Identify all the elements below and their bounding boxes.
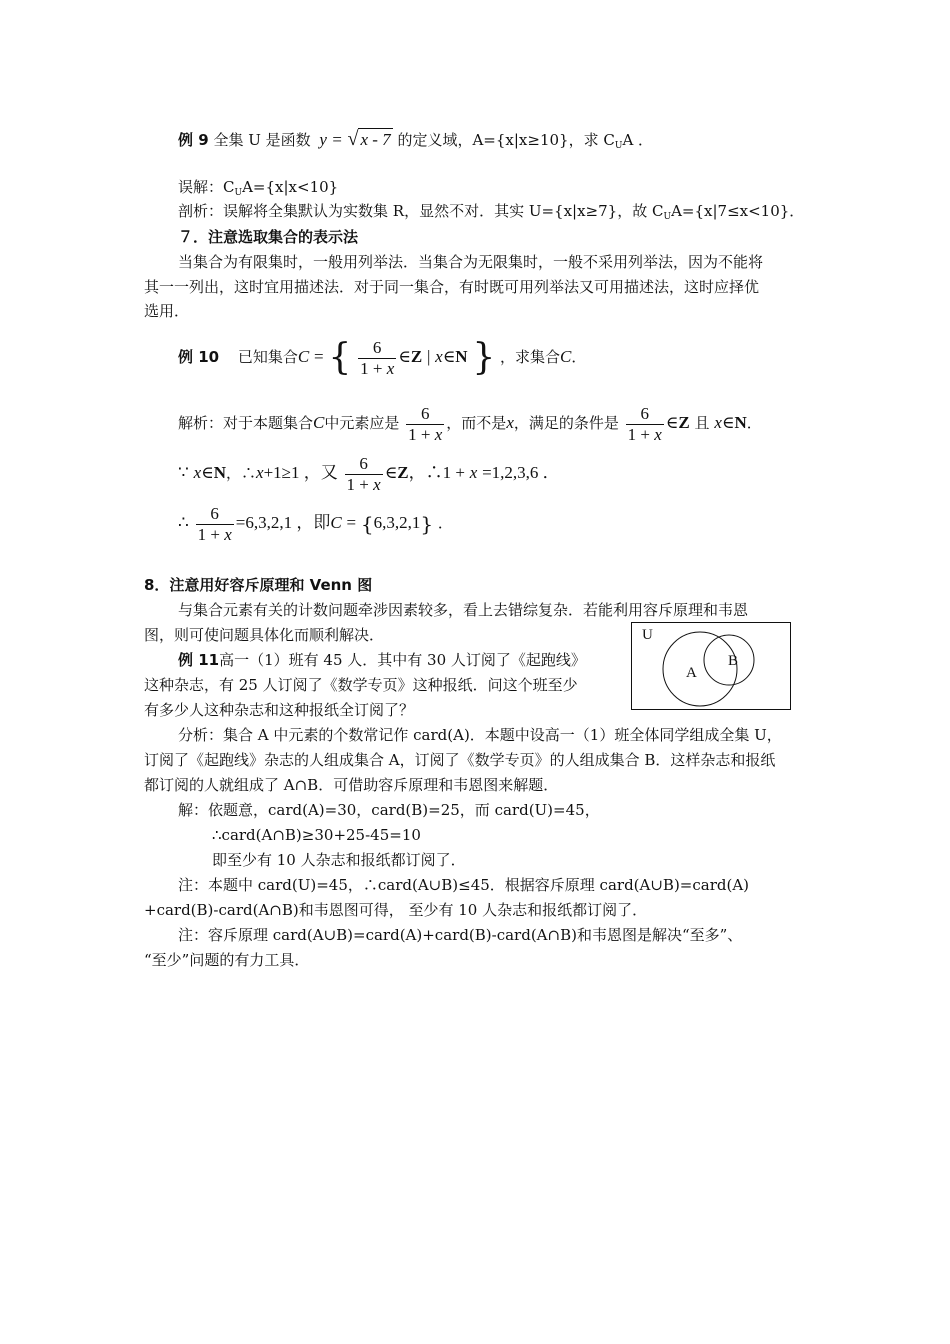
- venn-diagram: [631, 622, 791, 710]
- analysis-9-line: [178, 200, 804, 228]
- section-7-para-line-2: 其一一列出，这时宜用描述法．对于同一集合，有时既可用列举法又可用描述法，这时应择优: [144, 278, 760, 296]
- venn-svg: [632, 623, 790, 709]
- section-8-para-line-1: 与集合元素有关的计数问题牵涉因素较多，看上去错综复杂．若能利用容斥原理和韦恩: [178, 601, 749, 619]
- fraction-denominator-a: 1 +: [627, 424, 650, 444]
- note-1-line-2: +card(B)-card(A∩B)和韦恩图可得， 至少有 10 人杂志和报纸都订阅了．: [144, 901, 648, 919]
- solution-10-text-i: =1,2,3,6 ．: [482, 463, 560, 482]
- solution-10-text-b: 中元素应是: [324, 414, 400, 432]
- set-bar: |: [426, 347, 431, 366]
- analysis-9-sub: U: [663, 212, 672, 222]
- in-symbol: ∈: [721, 413, 735, 432]
- note-1-line-1: 注：本题中 card(U)=45，∴card(A∪B)≤45．根据容斥原理 card(A∪B)=card(A): [178, 876, 750, 894]
- section-7-para-line-3: 选用．: [144, 302, 190, 320]
- example-9-text-b: 的定义域，A={x|x≥10}，求 C: [397, 131, 615, 149]
- example-9-sub-u: U: [614, 141, 623, 151]
- fraction-denominator-x: x: [373, 474, 381, 494]
- fraction-denominator-x: x: [654, 424, 662, 444]
- example-10-var-c2: C: [560, 347, 572, 366]
- set-z: Z: [678, 413, 690, 432]
- fraction-denominator-x: x: [386, 358, 395, 378]
- solution-10-text-f: 且: [694, 414, 710, 432]
- solution-10-text-a: 解析：对于本题集合: [178, 414, 314, 432]
- set-n: N: [455, 347, 468, 366]
- set-z: Z: [397, 463, 409, 482]
- set-n: N: [213, 463, 227, 482]
- var-x: x: [256, 463, 264, 482]
- in-symbol: ∈: [665, 413, 679, 432]
- solution-11-line-2: ∴card(A∩B)≥30+25-45=10: [212, 826, 421, 844]
- example-10-period: ．: [571, 348, 587, 366]
- venn-label-u: U: [642, 627, 653, 643]
- analysis-9-text: 剖析：误解将全集默认为实数集 R，显然不对．其实 U={x|x≥7}，故 C: [178, 202, 664, 220]
- analysis-11-line-3: 都订阅的人就组成了 A∩B．可借助容斥原理和韦恩图来解题．: [144, 776, 559, 794]
- fraction-numerator: 6: [345, 454, 383, 475]
- example-11-line-2: 这种杂志，有 25 人订阅了《数学专页》这种报纸．问这个班至少: [144, 676, 578, 694]
- in-symbol: ∈: [384, 463, 398, 482]
- fraction-denominator-a: 1 +: [408, 424, 431, 444]
- solution-10-var-x: x: [506, 413, 514, 432]
- venn-label-b: B: [728, 653, 739, 669]
- example-10-label: 例 10: [178, 348, 220, 366]
- example-11-line-3: 有多少人这种杂志和这种报纸全订阅了？: [144, 701, 415, 719]
- solution-10-fraction-4: [196, 504, 234, 545]
- example-9-text-a: 全集 U 是函数: [213, 131, 311, 149]
- venn-circle-a: [663, 632, 737, 706]
- because-symbol: ∵: [178, 463, 189, 482]
- solution-10-text-c: ，而不是: [446, 414, 507, 432]
- solution-10-fraction-3: [345, 454, 383, 495]
- var-c: C: [330, 513, 342, 532]
- solution-10-line-2: [178, 450, 560, 496]
- in-symbol-z: ∈: [398, 347, 411, 366]
- fraction-denominator-a: 1 +: [360, 358, 383, 378]
- wrong-answer-sub: U: [234, 188, 243, 198]
- set-z: Z: [410, 347, 423, 366]
- right-brace: }: [420, 512, 434, 536]
- venn-label-a: A: [686, 665, 697, 681]
- note-2-line-1: 注：容斥原理 card(A∪B)=card(A)+card(B)-card(A∩B)和韦恩图是解决“至多”、: [178, 926, 743, 944]
- section-8-para-line-2: 图，则可使问题具体化而顺利解决．: [144, 626, 385, 644]
- example-9-label: 例 9: [178, 131, 209, 149]
- analysis-9-text2: A={x|7≤x<10}．: [671, 202, 805, 220]
- solution-10-text-e: +1≥1 ，又: [263, 463, 338, 482]
- example-11-text: 高一（1）班有 45 人．其中有 30 人订阅了《起跑线》: [219, 651, 586, 669]
- var-x: x: [193, 463, 202, 482]
- section-7-heading: ７．注意选取集合的表示法: [178, 228, 359, 246]
- analysis-11-line-1: 分析：集合 A 中元素的个数常记作 card(A)．本题中设高一（1）班全体同学组成全集 U，: [178, 726, 782, 744]
- example-10-fraction: [358, 338, 396, 379]
- fraction-numerator: 6: [626, 404, 664, 425]
- period: ．: [437, 514, 453, 532]
- solution-10-text-g: ，∴1 +: [408, 463, 465, 482]
- in-symbol-n: ∈: [442, 347, 456, 366]
- solution-11-line-1: 解：依题意，card(A)=30，card(B)=25，而 card(U)=45，: [178, 801, 600, 819]
- in-symbol: ∈: [201, 463, 214, 482]
- left-brace: {: [328, 337, 352, 378]
- example-11-line-1: [178, 649, 586, 671]
- example-10-line: [178, 332, 586, 382]
- example-9-line: 例 9 全集 U 是函数 y = √ x - 7 的定义域，A={x|x≥10}，求 $C_UA$ ．: [178, 128, 654, 151]
- example-9-eq-y: y =: [319, 130, 343, 149]
- fraction-denominator-a: 1 +: [197, 524, 220, 544]
- therefore-text: ，∴: [226, 464, 257, 482]
- example-9-sqrt: x - 7: [360, 130, 391, 149]
- analysis-11-line-2: 订阅了《起跑线》杂志的人组成集合 A，订阅了《数学专页》的人组成集合 B．这样杂志和报纸: [144, 751, 776, 769]
- solution-10-line-3: [178, 500, 453, 547]
- solution-10-var-c: C: [313, 413, 325, 432]
- period: ．: [746, 414, 762, 432]
- note-2-line-2: “至少”问题的有力工具．: [144, 951, 310, 969]
- var-x: x: [714, 413, 722, 432]
- left-brace: {: [360, 512, 374, 536]
- var-x: x: [435, 347, 443, 366]
- wrong-answer-text2: A={x|x<10}: [242, 178, 339, 196]
- fraction-denominator-x: x: [434, 424, 443, 444]
- solution-10-fraction-2: [626, 404, 664, 445]
- fraction-numerator: 6: [358, 338, 396, 359]
- example-10-eq: =: [314, 347, 324, 366]
- solution-11-line-3: 即至少有 10 人杂志和报纸都订阅了．: [212, 851, 466, 869]
- example-9-text-c: A ．: [622, 131, 654, 149]
- set-elements: 6,3,2,1: [373, 513, 421, 532]
- fraction-denominator-a: 1 +: [346, 474, 369, 494]
- example-10-text-b: ，求集合: [500, 348, 561, 366]
- fraction-numerator: 6: [406, 404, 444, 425]
- equals: =: [346, 513, 357, 532]
- right-brace: }: [472, 337, 496, 378]
- therefore-symbol: ∴: [178, 513, 189, 532]
- var-x: x: [469, 463, 478, 482]
- wrong-answer-text: 误解：C: [178, 178, 235, 196]
- section-7-para-line-1: 当集合为有限集时，一般用列举法．当集合为无限集时，一般不采用列举法，因为不能将: [178, 253, 764, 271]
- example-11-label: 例 11: [178, 651, 220, 669]
- example-10-var-c: C: [297, 347, 310, 366]
- solution-10-text-d: ，满足的条件是: [513, 414, 619, 432]
- example-10-text-a: 已知集合: [237, 348, 298, 366]
- solution-10-text-b: =6,3,2,1 ，即: [235, 513, 331, 532]
- fraction-numerator: 6: [196, 504, 234, 525]
- fraction-denominator-x: x: [224, 524, 232, 544]
- section-8-heading: 8．注意用好容斥原理和 Venn 图: [144, 576, 373, 594]
- solution-10-fraction-1: [406, 404, 444, 445]
- solution-10-line-1: [178, 400, 762, 446]
- set-n: N: [734, 413, 747, 432]
